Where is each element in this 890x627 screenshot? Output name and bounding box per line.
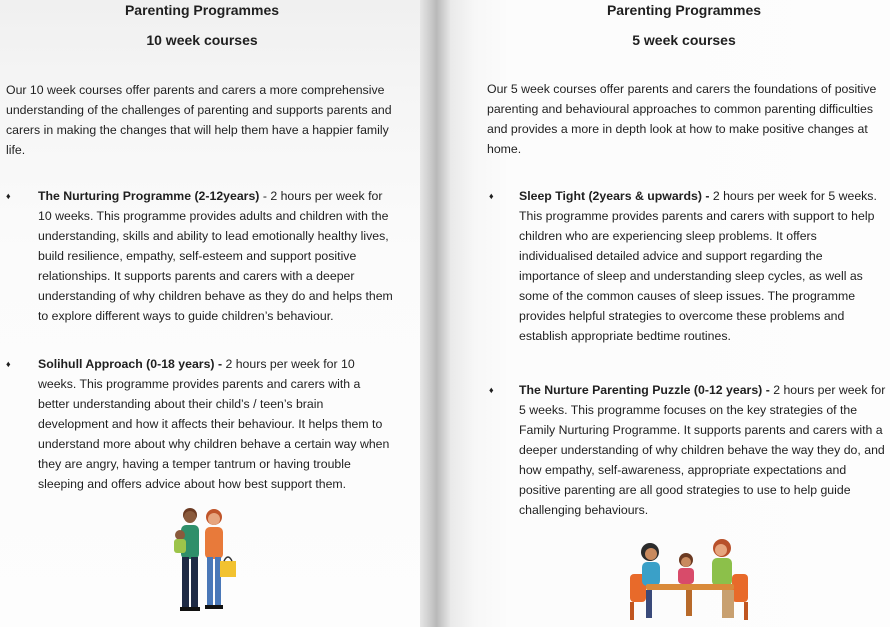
book-gutter bbox=[420, 0, 450, 627]
bullet-icon: ♦ bbox=[489, 385, 494, 395]
programme-description bbox=[38, 354, 394, 494]
programme-heading: Sleep Tight (2years & upwards) - bbox=[519, 189, 710, 203]
bullet-icon: ♦ bbox=[6, 359, 11, 369]
right-page bbox=[450, 0, 890, 627]
programme-body: - 2 hours per week for 10 weeks. This programme provides adults and children with the understanding, skills and ability to lead emotionally healthy lives, build resilience, empathy, self-esteem and support positive relationships. It supports parents and carers with a deeper understanding of why children behave as they do and helps them to explore different ways to guide children’s behaviour. bbox=[38, 189, 393, 323]
left-intro-paragraph: Our 10 week courses offer parents and carers a more comprehensive understanding of the challenges of parenting and supports parents and carers in making the changes that will help them have a happier family life. bbox=[6, 83, 392, 157]
programme-heading: The Nurture Parenting Puzzle (0-12 years) - bbox=[519, 383, 770, 397]
programme-heading: Solihull Approach (0-18 years) - bbox=[38, 357, 223, 371]
left-page bbox=[0, 0, 420, 627]
programme-body: 2 hours per week for 10 weeks. This programme provides parents and carers with a better understanding about their child’s / teen’s brain development and how it affects their behaviour. It helps them to understand more about why children behave a certain way when they are angry, having a temper tantrum or having trouble sleeping and offers advice about how best support them. bbox=[38, 357, 390, 491]
family-at-table-illustration bbox=[628, 534, 752, 622]
programme-body: 2 hours per week for 5 weeks. This programme provides parents and carers with support to help children who are experiencing sleep problems. It offers individualised detailed advice and support regarding the importance of sleep and understanding sleep cycles, as well as some of the common causes of sleep issues. The programme provides helpful strategies to overcome these problems and establish appropriate bedtime routines. bbox=[519, 189, 877, 343]
programme-description bbox=[38, 186, 398, 326]
bullet-icon: ♦ bbox=[489, 191, 494, 201]
programme-body: 2 hours per week for 5 weeks. This programme focuses on the key strategies of the Family Nurturing Programme. It supports parents and carers with a deeper understanding of why children behave the way they do, and how empathy, self-awareness, appropriate expectations and positive parenting are all good strategies to use to help guide challenging behaviours. bbox=[519, 383, 886, 517]
programme-heading: The Nurturing Programme (2-12years) bbox=[38, 189, 260, 203]
left-page-title: Parenting Programmes bbox=[124, 2, 280, 18]
left-page-subtitle: 10 week courses bbox=[146, 32, 258, 48]
programme-description bbox=[519, 380, 887, 520]
bullet-icon: ♦ bbox=[6, 191, 11, 201]
right-intro-paragraph: Our 5 week courses offer parents and carers the foundations of positive parenting and behavioural approaches to common parenting difficulties and provides a more in depth look at how to make positive changes at home. bbox=[487, 82, 877, 156]
programme-description bbox=[519, 186, 885, 346]
parents-with-child-illustration bbox=[168, 505, 240, 615]
right-page-title: Parenting Programmes bbox=[606, 2, 762, 18]
right-page-subtitle: 5 week courses bbox=[632, 32, 736, 48]
